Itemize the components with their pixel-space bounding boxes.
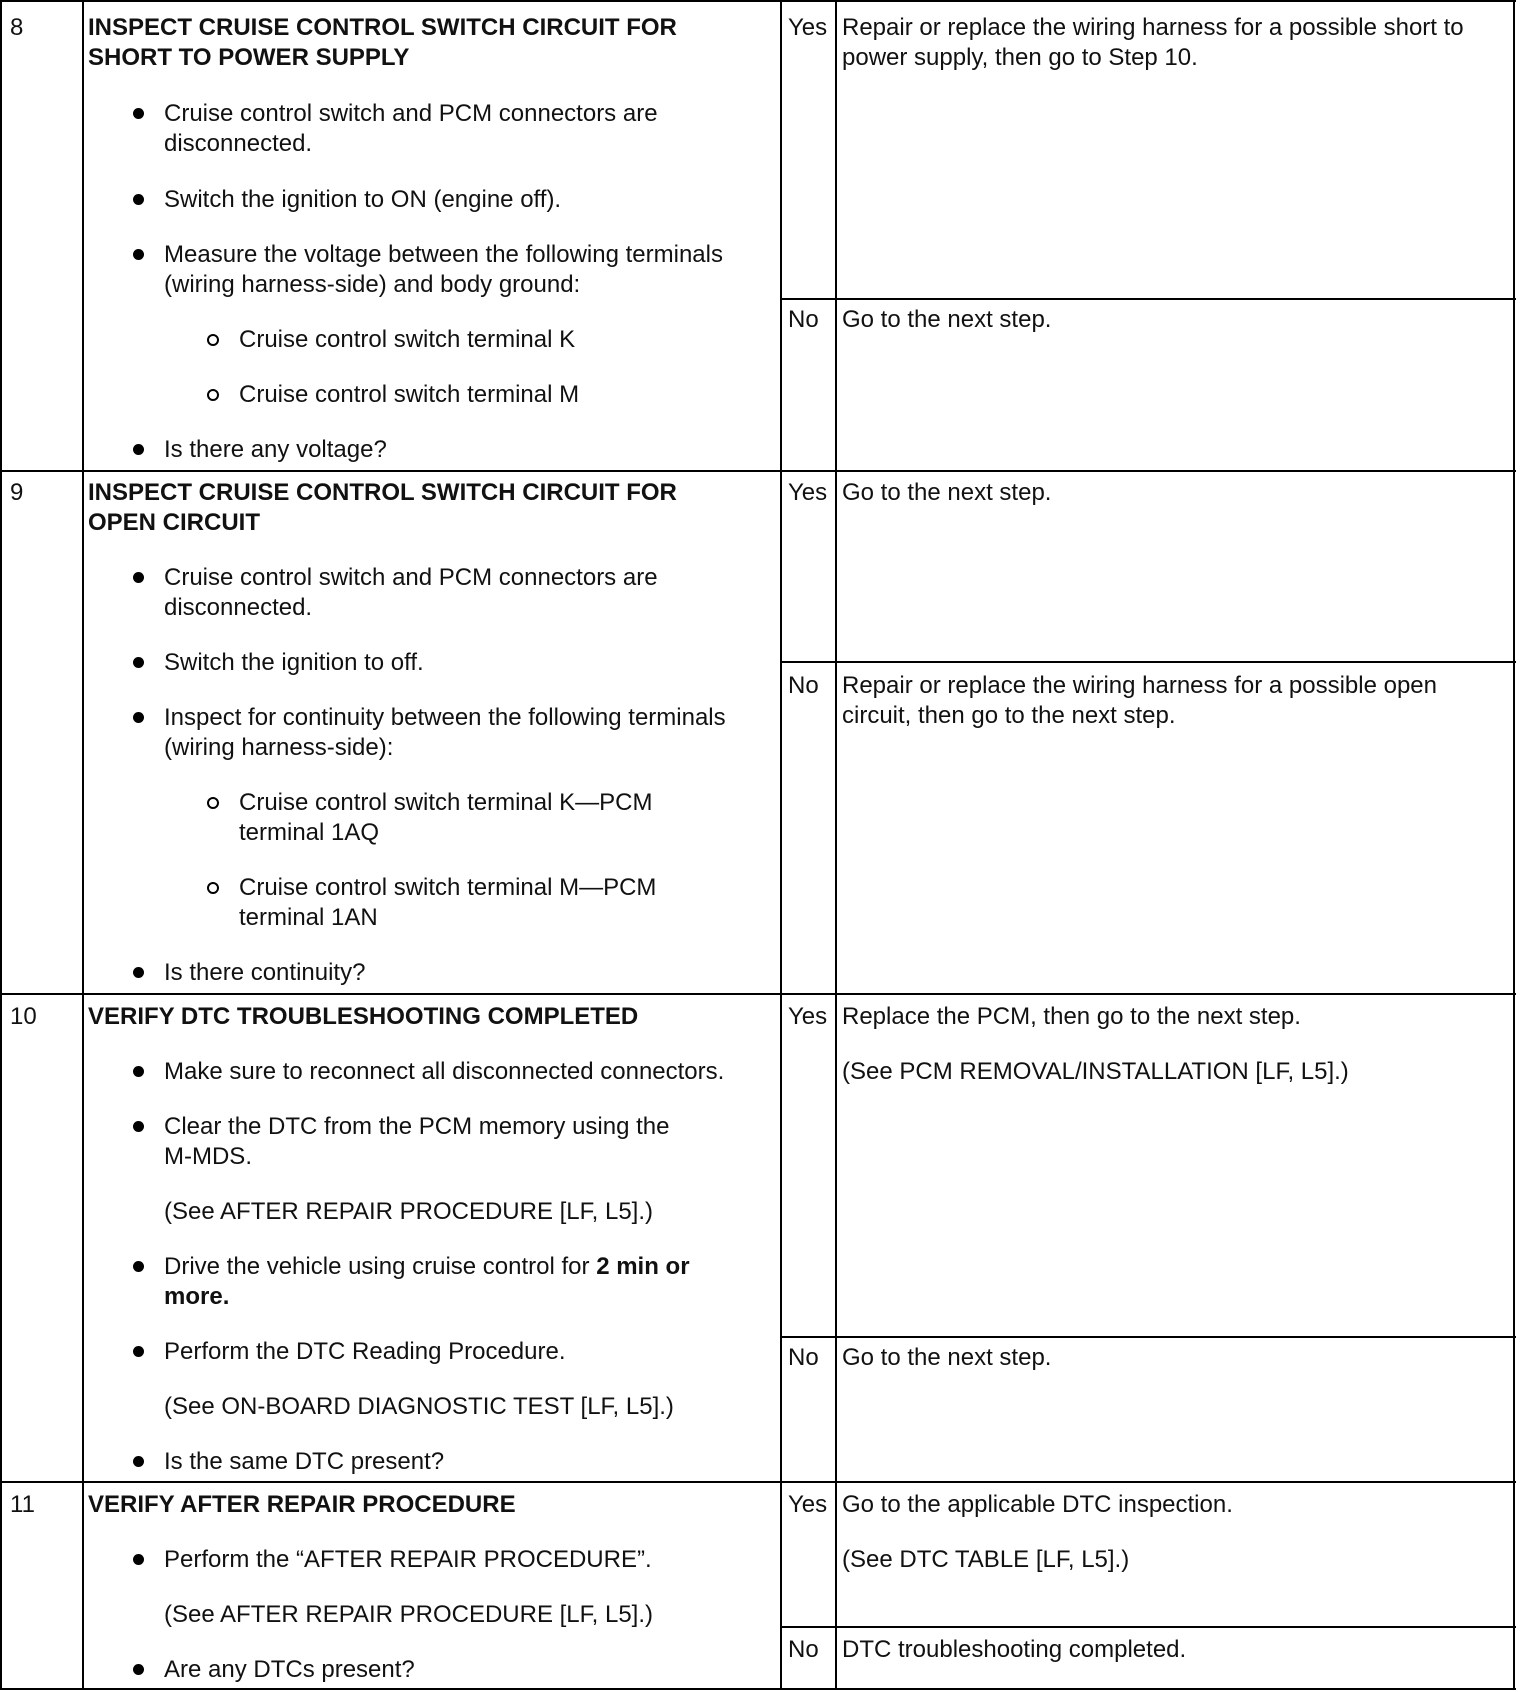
step-title: OPEN CIRCUIT — [88, 509, 261, 536]
yes-text: power supply, then go to Step 10. — [842, 44, 1198, 71]
sub-bullet-icon — [207, 882, 219, 894]
no-label: No — [788, 1344, 819, 1371]
reference-text: (See AFTER REPAIR PROCEDURE [LF, L5].) — [164, 1198, 654, 1225]
bullet-icon — [133, 1554, 144, 1565]
bullet-icon — [133, 194, 144, 205]
bullet-text: Perform the DTC Reading Procedure. — [164, 1338, 566, 1365]
bullet-icon — [133, 1346, 144, 1357]
step-title: VERIFY AFTER REPAIR PROCEDURE — [88, 1491, 516, 1518]
sub-bullet-text: terminal 1AQ — [239, 819, 380, 846]
bullet-icon — [133, 1066, 144, 1077]
sub-bullet-icon — [207, 334, 219, 346]
bullet-text: Clear the DTC from the PCM memory using the — [164, 1113, 670, 1140]
step-number: 11 — [10, 1491, 35, 1518]
col-divider — [1513, 0, 1515, 1690]
bullet-text: Make sure to reconnect all disconnected connectors. — [164, 1058, 725, 1085]
yes-label: Yes — [788, 479, 828, 506]
no-text: Repair or replace the wiring harness for a possible open — [842, 672, 1437, 699]
bullet-icon — [133, 657, 144, 668]
sub-bullet-text: Cruise control switch terminal K—PCM — [239, 789, 653, 816]
no-text: DTC troubleshooting completed. — [842, 1636, 1187, 1663]
no-text: Go to the next step. — [842, 306, 1052, 333]
bullet-text: Is there continuity? — [164, 959, 366, 986]
bullet-text: disconnected. — [164, 594, 313, 621]
bullet-icon — [133, 108, 144, 119]
col-divider — [0, 0, 2, 1690]
bullet-text: Inspect for continuity between the following terminals — [164, 704, 726, 731]
col-divider — [835, 0, 837, 1690]
bullet-text-bold: more. — [164, 1283, 230, 1310]
bullet-text: Are any DTCs present? — [164, 1656, 415, 1683]
yes-text: Go to the next step. — [842, 479, 1052, 506]
sub-bullet-text: terminal 1AN — [239, 904, 378, 931]
step-number: 9 — [10, 479, 24, 506]
yes-text: Go to the applicable DTC inspection. — [842, 1491, 1233, 1518]
bullet-icon — [133, 712, 144, 723]
bullet-icon — [133, 967, 144, 978]
bullet-text: Is the same DTC present? — [164, 1448, 445, 1475]
step-number: 8 — [10, 14, 24, 41]
bullet-icon — [133, 1261, 144, 1272]
yes-text: (See DTC TABLE [LF, L5].) — [842, 1546, 1130, 1573]
bullet-text: M-MDS. — [164, 1143, 252, 1170]
step-title: INSPECT CRUISE CONTROL SWITCH CIRCUIT FOR — [88, 14, 677, 41]
yes-no-divider — [780, 661, 1516, 663]
bullet-icon — [133, 1664, 144, 1675]
no-label: No — [788, 1636, 819, 1663]
sub-bullet-text: Cruise control switch terminal M—PCM — [239, 874, 657, 901]
sub-bullet-text: Cruise control switch terminal M — [239, 381, 580, 408]
bullet-text: Switch the ignition to off. — [164, 649, 424, 676]
yes-text: (See PCM REMOVAL/INSTALLATION [LF, L5].) — [842, 1058, 1349, 1085]
bullet-text: Switch the ignition to ON (engine off). — [164, 186, 562, 213]
col-divider — [780, 0, 782, 1690]
bullet-text — [164, 1252, 690, 1282]
no-text: Go to the next step. — [842, 1344, 1052, 1371]
bullet-text-bold: 2 min or — [596, 1253, 690, 1280]
reference-text: (See ON-BOARD DIAGNOSTIC TEST [LF, L5].) — [164, 1393, 674, 1420]
sub-bullet-icon — [207, 389, 219, 401]
bullet-icon — [133, 1456, 144, 1467]
step-title: SHORT TO POWER SUPPLY — [88, 44, 410, 71]
bullet-text: (wiring harness-side) and body ground: — [164, 271, 581, 298]
col-divider — [82, 0, 84, 1690]
bullet-text: disconnected. — [164, 130, 313, 157]
yes-no-divider — [780, 298, 1516, 300]
row-divider — [0, 1481, 1516, 1483]
no-text: circuit, then go to the next step. — [842, 702, 1176, 729]
row-divider — [0, 993, 1516, 995]
reference-text: (See AFTER REPAIR PROCEDURE [LF, L5].) — [164, 1601, 654, 1628]
sub-bullet-text: Cruise control switch terminal K — [239, 326, 576, 353]
row-divider — [0, 0, 1516, 2]
bullet-text: Cruise control switch and PCM connectors are — [164, 564, 658, 591]
step-title: INSPECT CRUISE CONTROL SWITCH CIRCUIT FOR — [88, 479, 677, 506]
yes-no-divider — [780, 1626, 1516, 1628]
yes-no-divider — [780, 1336, 1516, 1338]
bullet-icon — [133, 249, 144, 260]
bullet-text: Cruise control switch and PCM connectors are — [164, 100, 658, 127]
sub-bullet-icon — [207, 797, 219, 809]
no-label: No — [788, 672, 819, 699]
yes-text: Replace the PCM, then go to the next step. — [842, 1003, 1301, 1030]
bullet-text: Is there any voltage? — [164, 436, 387, 463]
yes-label: Yes — [788, 1003, 828, 1030]
no-label: No — [788, 306, 819, 333]
row-divider — [0, 1688, 1516, 1690]
bullet-text: Perform the “AFTER REPAIR PROCEDURE”. — [164, 1546, 652, 1573]
row-divider — [0, 470, 1516, 472]
bullet-icon — [133, 572, 144, 583]
yes-text: Repair or replace the wiring harness for a possible short to — [842, 14, 1464, 41]
yes-label: Yes — [788, 14, 828, 41]
step-number: 10 — [10, 1003, 37, 1030]
bullet-icon — [133, 444, 144, 455]
bullet-text-plain: Drive the vehicle using cruise control for — [164, 1253, 597, 1280]
bullet-text: Measure the voltage between the following terminals — [164, 241, 723, 268]
step-title: VERIFY DTC TROUBLESHOOTING COMPLETED — [88, 1003, 639, 1030]
bullet-icon — [133, 1121, 144, 1132]
yes-label: Yes — [788, 1491, 828, 1518]
bullet-text: (wiring harness-side): — [164, 734, 394, 761]
